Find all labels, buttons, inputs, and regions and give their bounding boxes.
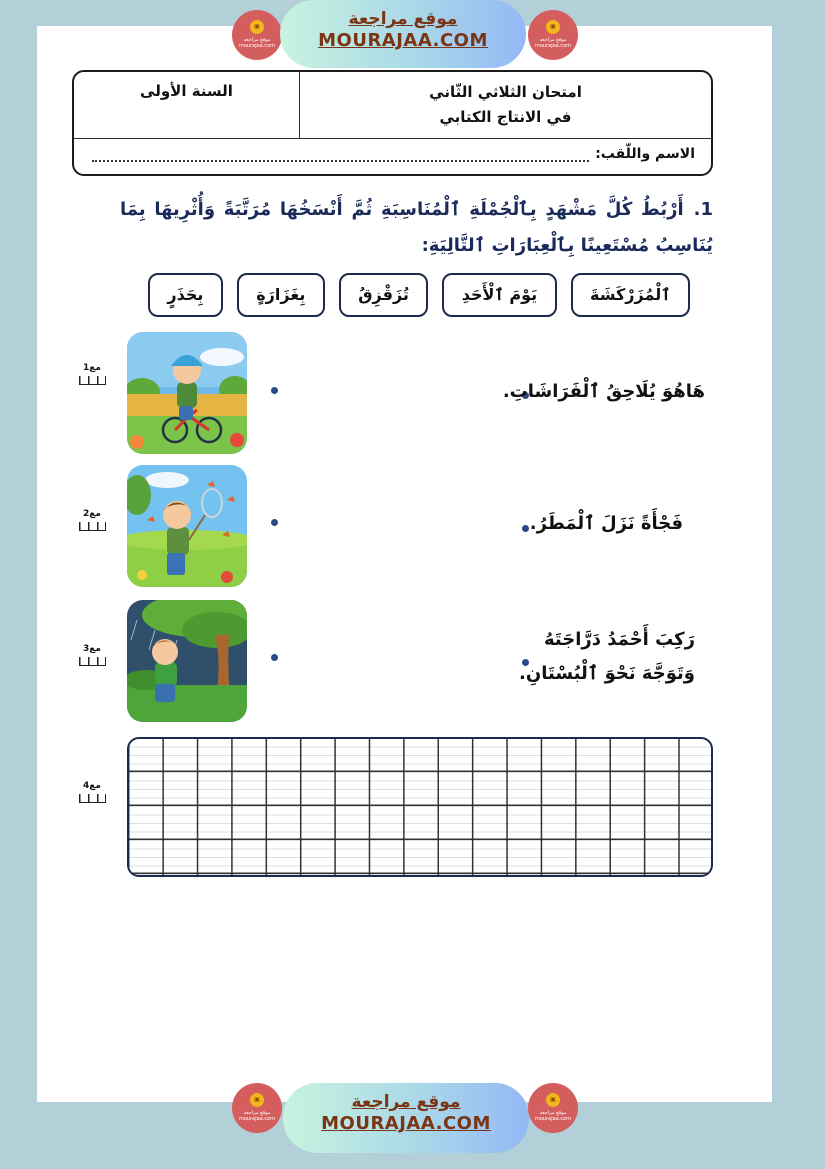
match-dot-left-2[interactable] [271, 519, 278, 526]
score-ticks [79, 376, 106, 385]
criterion-mark-4: مع4 [77, 780, 107, 803]
name-field[interactable] [92, 146, 589, 162]
word-box: ٱلْمُزَرْكَشَةَ [571, 273, 690, 317]
word-bank [148, 273, 690, 321]
book-logo-icon: ▣ [546, 20, 560, 34]
score-ticks [79, 657, 106, 666]
criterion-mark-2: مع2 [77, 508, 107, 531]
criterion-mark-1: مع1 [77, 362, 107, 385]
word-box: تُزَقْزِقُ [339, 273, 429, 317]
match-dot-left-3[interactable] [271, 654, 278, 661]
sentence-1: هَاهُوَ يُلَاحِقُ ٱلْفَرَاشَاتِ. [502, 381, 705, 402]
student-name-row [92, 146, 695, 162]
exam-title: امتحان الثلاثي الثّاني في الانتاج الكتابي [429, 83, 582, 126]
site-banner-bottom[interactable]: موقع مراجعة MOURAJAA.COM [283, 1083, 529, 1153]
site-badge-right-bottom: ▣ موقع مراجعة mourajaa.com [528, 1083, 578, 1133]
exam-header [72, 70, 713, 176]
site-badge-left-bottom: ▣ موقع مراجعة mourajaa.com [232, 1083, 282, 1133]
question-number: 1. [693, 199, 713, 220]
word-box: بِحَذَرٍ [148, 273, 223, 317]
site-badge-left-top: ▣ موقع مراجعة mourajaa.com [232, 10, 282, 60]
word-box: يَوْمَ ٱلْأَحَدِ [442, 273, 556, 317]
book-logo-icon: ▣ [250, 20, 264, 34]
book-logo-icon: ▣ [250, 1093, 264, 1107]
grade-level: السنة الأولى [140, 82, 233, 100]
score-ticks [79, 794, 106, 803]
sentence-2: فَجْأَةً نَزَلَ ٱلْمَطَرُ. [529, 513, 683, 534]
question-instruction: 1.أَرْبُطُ كُلَّ مَشْهَدٍ بِٱلْجُمْلَةِ ٱلْمُنَاسِبَةِ ثُمَّ أَنْسَخُهَا مُرَتَّبَةً وَأُثْرِيهَا بِمَا يُنَاسِبُ مُسْتَعِينًا بِٱلْعِبَارَاتِ ٱلتَّالِيَةِ: [120, 199, 713, 256]
sentence-3: رَكِبَ أَحْمَدُ دَرَّاجَتَهُ وَتَوَجَّهَ نَحْوَ ٱلْبُسْتَانِ. [519, 629, 695, 684]
name-label: الاسم واللّقب: [595, 146, 695, 162]
word-box: بِغَزَارَةٍ [237, 273, 325, 317]
writing-grid[interactable] [127, 737, 713, 877]
boy-running-in-rain-illustration [127, 600, 247, 722]
score-ticks [79, 522, 106, 531]
match-dot-left-1[interactable] [271, 387, 278, 394]
match-dot-right-2[interactable] [522, 525, 529, 532]
book-logo-icon: ▣ [546, 1093, 560, 1107]
boy-riding-bicycle-illustration [127, 332, 247, 454]
boy-catching-butterflies-illustration [127, 465, 247, 587]
site-badge-right-top: ▣ موقع مراجعة mourajaa.com [528, 10, 578, 60]
site-banner-top[interactable]: موقع مراجعة MOURAJAA.COM [280, 0, 526, 68]
criterion-mark-3: مع3 [77, 643, 107, 666]
